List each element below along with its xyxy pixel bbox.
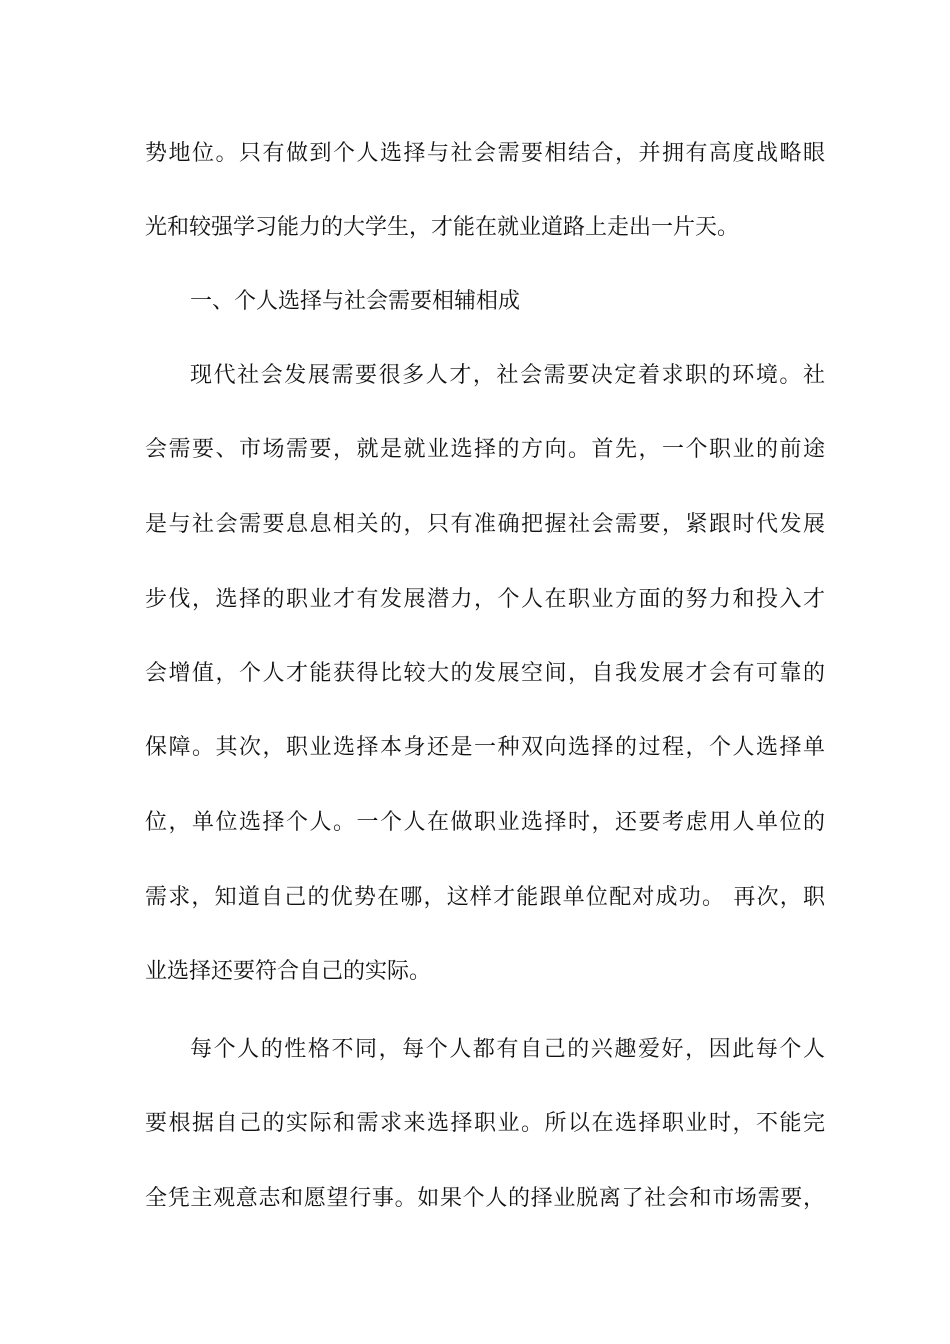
paragraph-line: 位，单位选择个人。一个人在做职业选择时，还要考虑用人单位的 <box>145 810 825 835</box>
section-heading: 一、个人选择与社会需要相辅相成 <box>190 289 521 314</box>
paragraph-line: 会增值，个人才能获得比较大的发展空间，自我发展才会有可靠的 <box>145 661 825 686</box>
paragraph-line: 步伐，选择的职业才有发展潜力，个人在职业方面的努力和投入才 <box>145 587 825 612</box>
paragraph-line: 业选择还要符合自己的实际。 <box>145 959 432 984</box>
paragraph-line: 是与社会需要息息相关的，只有准确把握社会需要，紧跟时代发展 <box>145 512 825 537</box>
paragraph-line: 会需要、市场需要，就是就业选择的方向。首先，一个职业的前途 <box>145 437 825 462</box>
paragraph-line: 需求，知道自己的优势在哪，这样才能跟单位配对成功。 再次，职 <box>145 885 825 910</box>
paragraph-line: 现代社会发展需要很多人才，社会需要决定着求职的环境。社 <box>190 363 825 388</box>
paragraph-line: 全凭主观意志和愿望行事。如果个人的择业脱离了社会和市场需要， <box>145 1186 825 1211</box>
paragraph-line: 保障。其次，职业选择本身还是一种双向选择的过程，个人选择单 <box>145 735 825 760</box>
paragraph-line: 要根据自己的实际和需求来选择职业。所以在选择职业时，不能完 <box>145 1111 825 1136</box>
paragraph-line: 光和较强学习能力的大学生，才能在就业道路上走出一片天。 <box>145 215 740 240</box>
paragraph-line: 每个人的性格不同，每个人都有自己的兴趣爱好，因此每个人 <box>190 1037 825 1062</box>
paragraph-line: 势地位。只有做到个人选择与社会需要相结合，并拥有高度战略眼 <box>145 141 825 166</box>
